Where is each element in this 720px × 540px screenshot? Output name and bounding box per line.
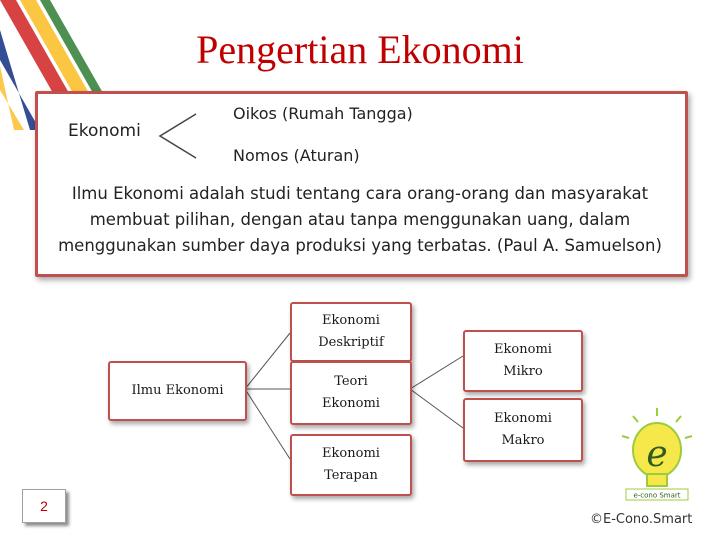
logo-caption: e-cono Smart bbox=[633, 491, 681, 500]
node-terapan-line2: Terapan bbox=[324, 468, 378, 483]
node-ekonomi-makro bbox=[463, 398, 583, 462]
node-ekonomi-terapan bbox=[290, 434, 412, 496]
node-teori-line1: Teori bbox=[334, 374, 368, 389]
page-title: Pengertian Ekonomi bbox=[196, 27, 524, 72]
econosmart-logo-icon bbox=[618, 406, 696, 506]
node-ilmu-ekonomi bbox=[108, 361, 247, 421]
node-teori-line2: Ekonomi bbox=[322, 396, 380, 411]
svg-text:e: e bbox=[646, 434, 668, 475]
node-ekonomi-deskriptif bbox=[290, 302, 412, 362]
node-ilmu-ekonomi-label: Ilmu Ekonomi bbox=[131, 383, 224, 398]
node-makro-line2: Makro bbox=[501, 433, 545, 448]
origin-oikos: Oikos (Rumah Tangga) bbox=[233, 104, 413, 123]
node-terapan-line1: Ekonomi bbox=[322, 446, 380, 461]
node-mikro-line1: Ekonomi bbox=[494, 342, 552, 357]
ekonomi-word: Ekonomi bbox=[68, 121, 141, 141]
node-deskriptif-line2: Deskriptif bbox=[318, 335, 384, 350]
node-makro-line1: Ekonomi bbox=[494, 411, 552, 426]
connector-teori-mikro bbox=[410, 356, 463, 389]
node-mikro-line2: Mikro bbox=[503, 364, 543, 379]
page-number: 2 bbox=[22, 489, 66, 523]
node-deskriptif-line1: Ekonomi bbox=[322, 313, 380, 328]
connector-root-deskriptif bbox=[245, 333, 290, 389]
origin-nomos: Nomos (Aturan) bbox=[233, 146, 360, 165]
node-teori-ekonomi bbox=[290, 361, 412, 425]
definition-text: Ilmu Ekonomi adalah studi tentang cara orang-orang dan masyarakat membuat pilihan, dengan atau tanpa menggunakan uang, dalam menggunakan sumber daya produksi yang terbatas. (Paul A. Samuelson) bbox=[58, 184, 662, 255]
connector-root-terapan bbox=[245, 389, 290, 459]
node-ekonomi-mikro bbox=[463, 330, 583, 392]
connector-teori-makro bbox=[410, 389, 463, 428]
copyright-text: ©E-Cono.Smart bbox=[590, 512, 693, 527]
